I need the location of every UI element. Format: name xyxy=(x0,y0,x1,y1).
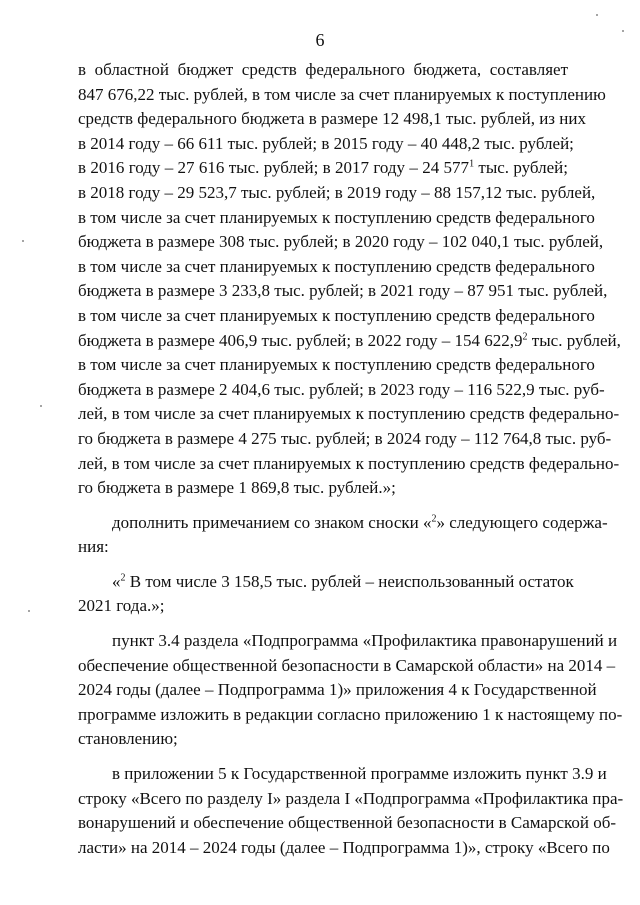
text-line xyxy=(78,230,604,255)
text-line xyxy=(78,836,610,861)
text-segment: бюджета в размере 308 тыс. рублей; в 2020 году – 102 040,1 тыс. рублей, xyxy=(78,232,604,252)
text-line xyxy=(78,762,607,787)
text-line xyxy=(78,181,596,206)
text-segment: бюджета в размере 406,9 тыс. рублей; в 2022 году – 154 622,9 xyxy=(78,330,523,350)
text-line xyxy=(78,654,616,679)
scan-speck xyxy=(596,14,598,16)
text-segment: тыс. рублей, xyxy=(527,330,621,350)
paragraph xyxy=(78,762,624,860)
text-segment: ласти» на 2014 – 2024 годы (далее – Подпрограмма 1)», строку «Всего по xyxy=(78,837,610,857)
paragraph-gap xyxy=(78,501,568,511)
scan-speck xyxy=(28,610,30,612)
paragraph xyxy=(78,629,623,752)
text-line xyxy=(78,427,612,452)
scan-speck xyxy=(40,405,42,407)
text-segment: вонарушений и обеспечение общественной безопасности в Самарской об- xyxy=(78,813,617,833)
paragraph xyxy=(78,511,608,560)
text-segment: становлению; xyxy=(78,729,178,749)
paragraph-gap xyxy=(78,619,568,629)
text-segment: в том числе за счет планируемых к поступлению средств федерального xyxy=(78,256,595,276)
text-segment: лей, в том числе за счет планируемых к поступлению средств федерально- xyxy=(78,404,620,424)
text-line xyxy=(78,787,624,812)
text-segment: « xyxy=(112,571,121,591)
text-line xyxy=(78,255,595,280)
text-segment: тыс. рублей; xyxy=(474,158,568,178)
text-segment: В том числе 3 158,5 тыс. рублей – неиспользованный остаток xyxy=(125,571,574,591)
paragraph xyxy=(78,58,621,501)
text-segment: в том числе за счет планируемых к поступлению средств федерального xyxy=(78,207,595,227)
text-line xyxy=(78,727,568,752)
text-segment: пункт 3.4 раздела «Подпрограмма «Профилактика правонарушений и xyxy=(112,631,618,651)
text-line xyxy=(78,83,606,108)
document-body xyxy=(78,58,624,860)
text-segment: ния: xyxy=(78,537,109,557)
text-line xyxy=(78,329,621,354)
text-line xyxy=(78,132,574,157)
text-segment: бюджета в размере 2 404,6 тыс. рублей; в 2023 году – 116 522,9 тыс. руб- xyxy=(78,379,605,399)
text-segment: программе изложить в редакции согласно приложению 1 к настоящему по- xyxy=(78,704,623,724)
text-line xyxy=(78,58,568,83)
text-line xyxy=(78,535,568,560)
text-segment: 2024 годы (далее – Подпрограмма 1)» приложения 4 к Государственной xyxy=(78,680,597,700)
text-segment: » следующего содержа- xyxy=(436,512,608,532)
text-line xyxy=(78,353,595,378)
scan-speck xyxy=(622,30,624,32)
text-line xyxy=(78,476,568,501)
footnote-marker: 1 xyxy=(469,158,475,170)
text-line xyxy=(78,594,568,619)
text-segment: го бюджета в размере 1 869,8 тыс. рублей.»; xyxy=(78,478,396,498)
text-line xyxy=(78,570,574,595)
text-line xyxy=(78,279,608,304)
paragraph-gap xyxy=(78,560,568,570)
paragraph xyxy=(78,570,574,619)
text-segment: обеспечение общественной безопасности в Самарской области» на 2014 – xyxy=(78,655,616,675)
text-segment: в том числе за счет планируемых к поступлению средств федерального xyxy=(78,305,595,325)
text-segment: в приложении 5 к Государственной программе изложить пункт 3.9 и xyxy=(112,764,607,784)
text-line xyxy=(78,703,623,728)
footnote-marker: 2 xyxy=(120,572,126,584)
text-line xyxy=(78,378,605,403)
footnote-marker: 2 xyxy=(522,330,528,342)
text-segment: средств федерального бюджета в размере 12 498,1 тыс. рублей, из них xyxy=(78,109,586,129)
text-line xyxy=(78,452,620,477)
text-segment: в 2014 году – 66 611 тыс. рублей; в 2015 году – 40 448,2 тыс. рублей; xyxy=(78,133,574,153)
text-line xyxy=(78,511,608,536)
scan-speck xyxy=(22,240,24,242)
text-line xyxy=(78,811,617,836)
text-line xyxy=(78,304,595,329)
footnote-marker: 2 xyxy=(431,513,437,525)
text-segment: дополнить примечанием со знаком сноски « xyxy=(112,512,432,532)
text-line xyxy=(78,402,620,427)
text-line xyxy=(78,629,618,654)
text-segment: в 2018 году – 29 523,7 тыс. рублей; в 2019 году – 88 157,12 тыс. рублей, xyxy=(78,182,596,202)
text-segment: бюджета в размере 3 233,8 тыс. рублей; в 2021 году – 87 951 тыс. рублей, xyxy=(78,281,608,301)
text-segment: в 2016 году – 27 616 тыс. рублей; в 2017 году – 24 577 xyxy=(78,158,470,178)
text-segment: 2021 года.»; xyxy=(78,596,165,616)
text-line xyxy=(78,206,595,231)
text-segment: в том числе за счет планируемых к поступлению средств федерального xyxy=(78,355,595,375)
text-segment: в областной бюджет средств федерального бюджета, составляет xyxy=(78,60,568,79)
text-line xyxy=(78,156,568,181)
text-segment: го бюджета в размере 4 275 тыс. рублей; в 2024 году – 112 764,8 тыс. руб- xyxy=(78,428,612,448)
text-segment: 847 676,22 тыс. рублей, в том числе за счет планируемых к поступлению xyxy=(78,84,606,104)
paragraph-gap xyxy=(78,752,568,762)
page-number: 6 xyxy=(315,30,325,50)
text-line xyxy=(78,678,597,703)
text-segment: лей, в том числе за счет планируемых к поступлению средств федерально- xyxy=(78,453,620,473)
text-line xyxy=(78,107,586,132)
text-segment: строку «Всего по разделу I» раздела I «Подпрограмма «Профилактика пра- xyxy=(78,788,624,808)
